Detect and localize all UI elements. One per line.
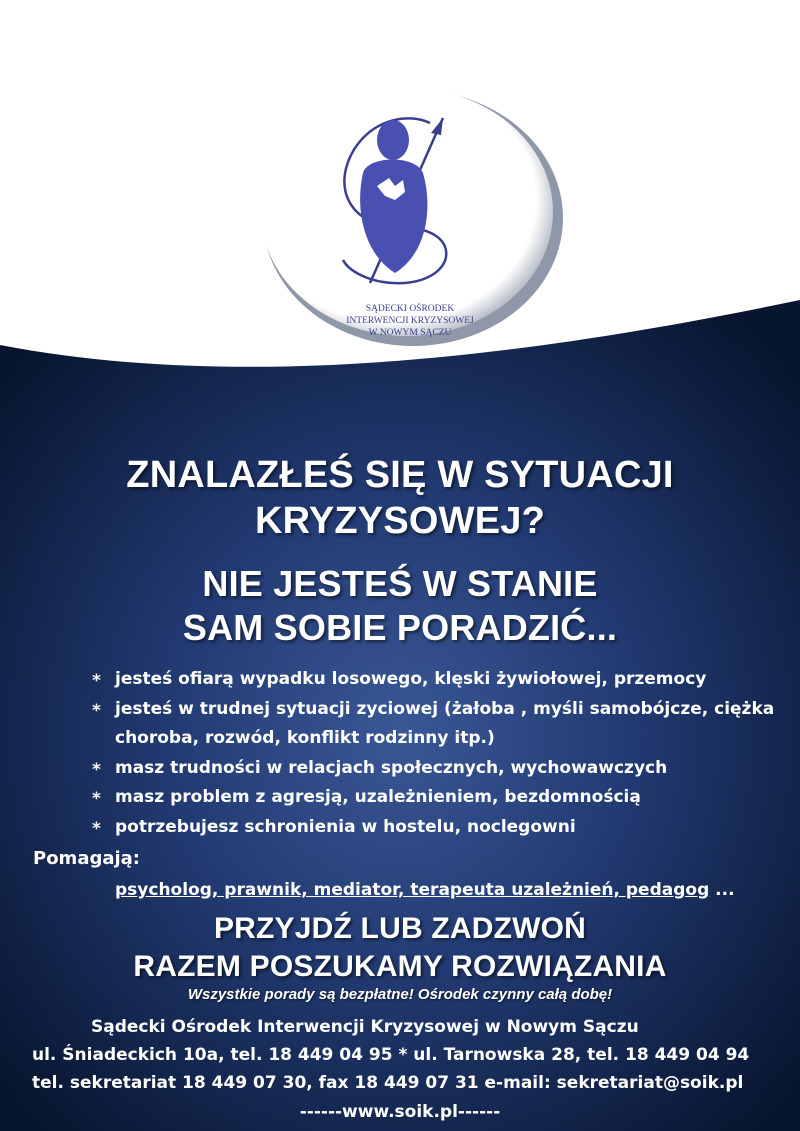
main-headline xyxy=(0,452,800,544)
helpers-tail: ... xyxy=(709,880,735,900)
list-item: * masz trudności w relacjach społecznych, wychowawczych xyxy=(88,754,788,784)
call-to-action xyxy=(0,910,800,986)
free-advice-note: Wszystkie porady są bezpłatne! Ośrodek czynny całą dobę! xyxy=(187,986,613,1003)
website-link[interactable]: ------www.soik.pl------ xyxy=(299,1102,501,1122)
bullet-star-icon: * xyxy=(92,671,101,691)
logo-text-line1: SĄDECKI OŚRODEK xyxy=(365,304,455,314)
headline-line2: KRYZYSOWEJ? xyxy=(254,500,546,542)
logo-text-line2: INTERWENCJI KRYZYSOWEJ xyxy=(346,316,474,326)
helpers-list: psycholog, prawnik, mediator, terapeuta uzależnień, pedagog xyxy=(115,880,710,900)
list-item: * potrzebujesz schronienia w hostelu, noclegowni xyxy=(88,813,788,843)
subheadline-line2: SAM SOBIE PORADZIĆ... xyxy=(182,607,618,648)
cta-line1: PRZYJDŹ LUB ZADZWOŃ xyxy=(213,912,587,945)
bullet-star-icon: * xyxy=(92,789,101,809)
contact-phones: tel. sekretariat 18 449 07 30, fax 18 449 07 31 e-mail: sekretariat@soik.pl xyxy=(32,1073,744,1093)
organization-logo xyxy=(255,78,565,348)
subheadline-line1: NIE JESTEŚ W STANIE xyxy=(202,563,598,604)
organization-name: Sądecki Ośrodek Interwencji Kryzysowej w Nowym Sączu xyxy=(91,1017,639,1037)
list-item: * jesteś w trudnej sytuacji zyciowej (żałoba , myśli samobójcze, ciężka choroba, rozwód, konflikt rodzinny itp.) xyxy=(92,698,775,748)
sub-headline xyxy=(0,562,800,650)
bullet-star-icon: * xyxy=(92,759,101,780)
cta-line2: RAZEM POSZUKAMY ROZWIĄZANIA xyxy=(133,950,667,983)
headline-line1: ZNALAZŁEŚ SIĘ W SYTUACJI xyxy=(126,454,674,496)
contact-addresses: ul. Śniadeckich 10a, tel. 18 449 04 95 * ul. Tarnowska 28, tel. 18 449 04 94 xyxy=(32,1045,750,1065)
list-item: * masz problem z agresją, uzależnieniem, bezdomnością xyxy=(88,783,788,813)
bullet-star-icon: * xyxy=(92,818,101,839)
bullet-star-icon: * xyxy=(92,700,101,721)
list-item: * jesteś ofiarą wypadku losowego, klęski żywiołowej, przemocy xyxy=(88,665,788,695)
logo-text-line3: W NOWYM SĄCZU xyxy=(368,328,452,338)
helpers-line xyxy=(115,880,735,900)
help-label: Pomagają: xyxy=(33,848,141,869)
situations-list xyxy=(88,665,788,842)
